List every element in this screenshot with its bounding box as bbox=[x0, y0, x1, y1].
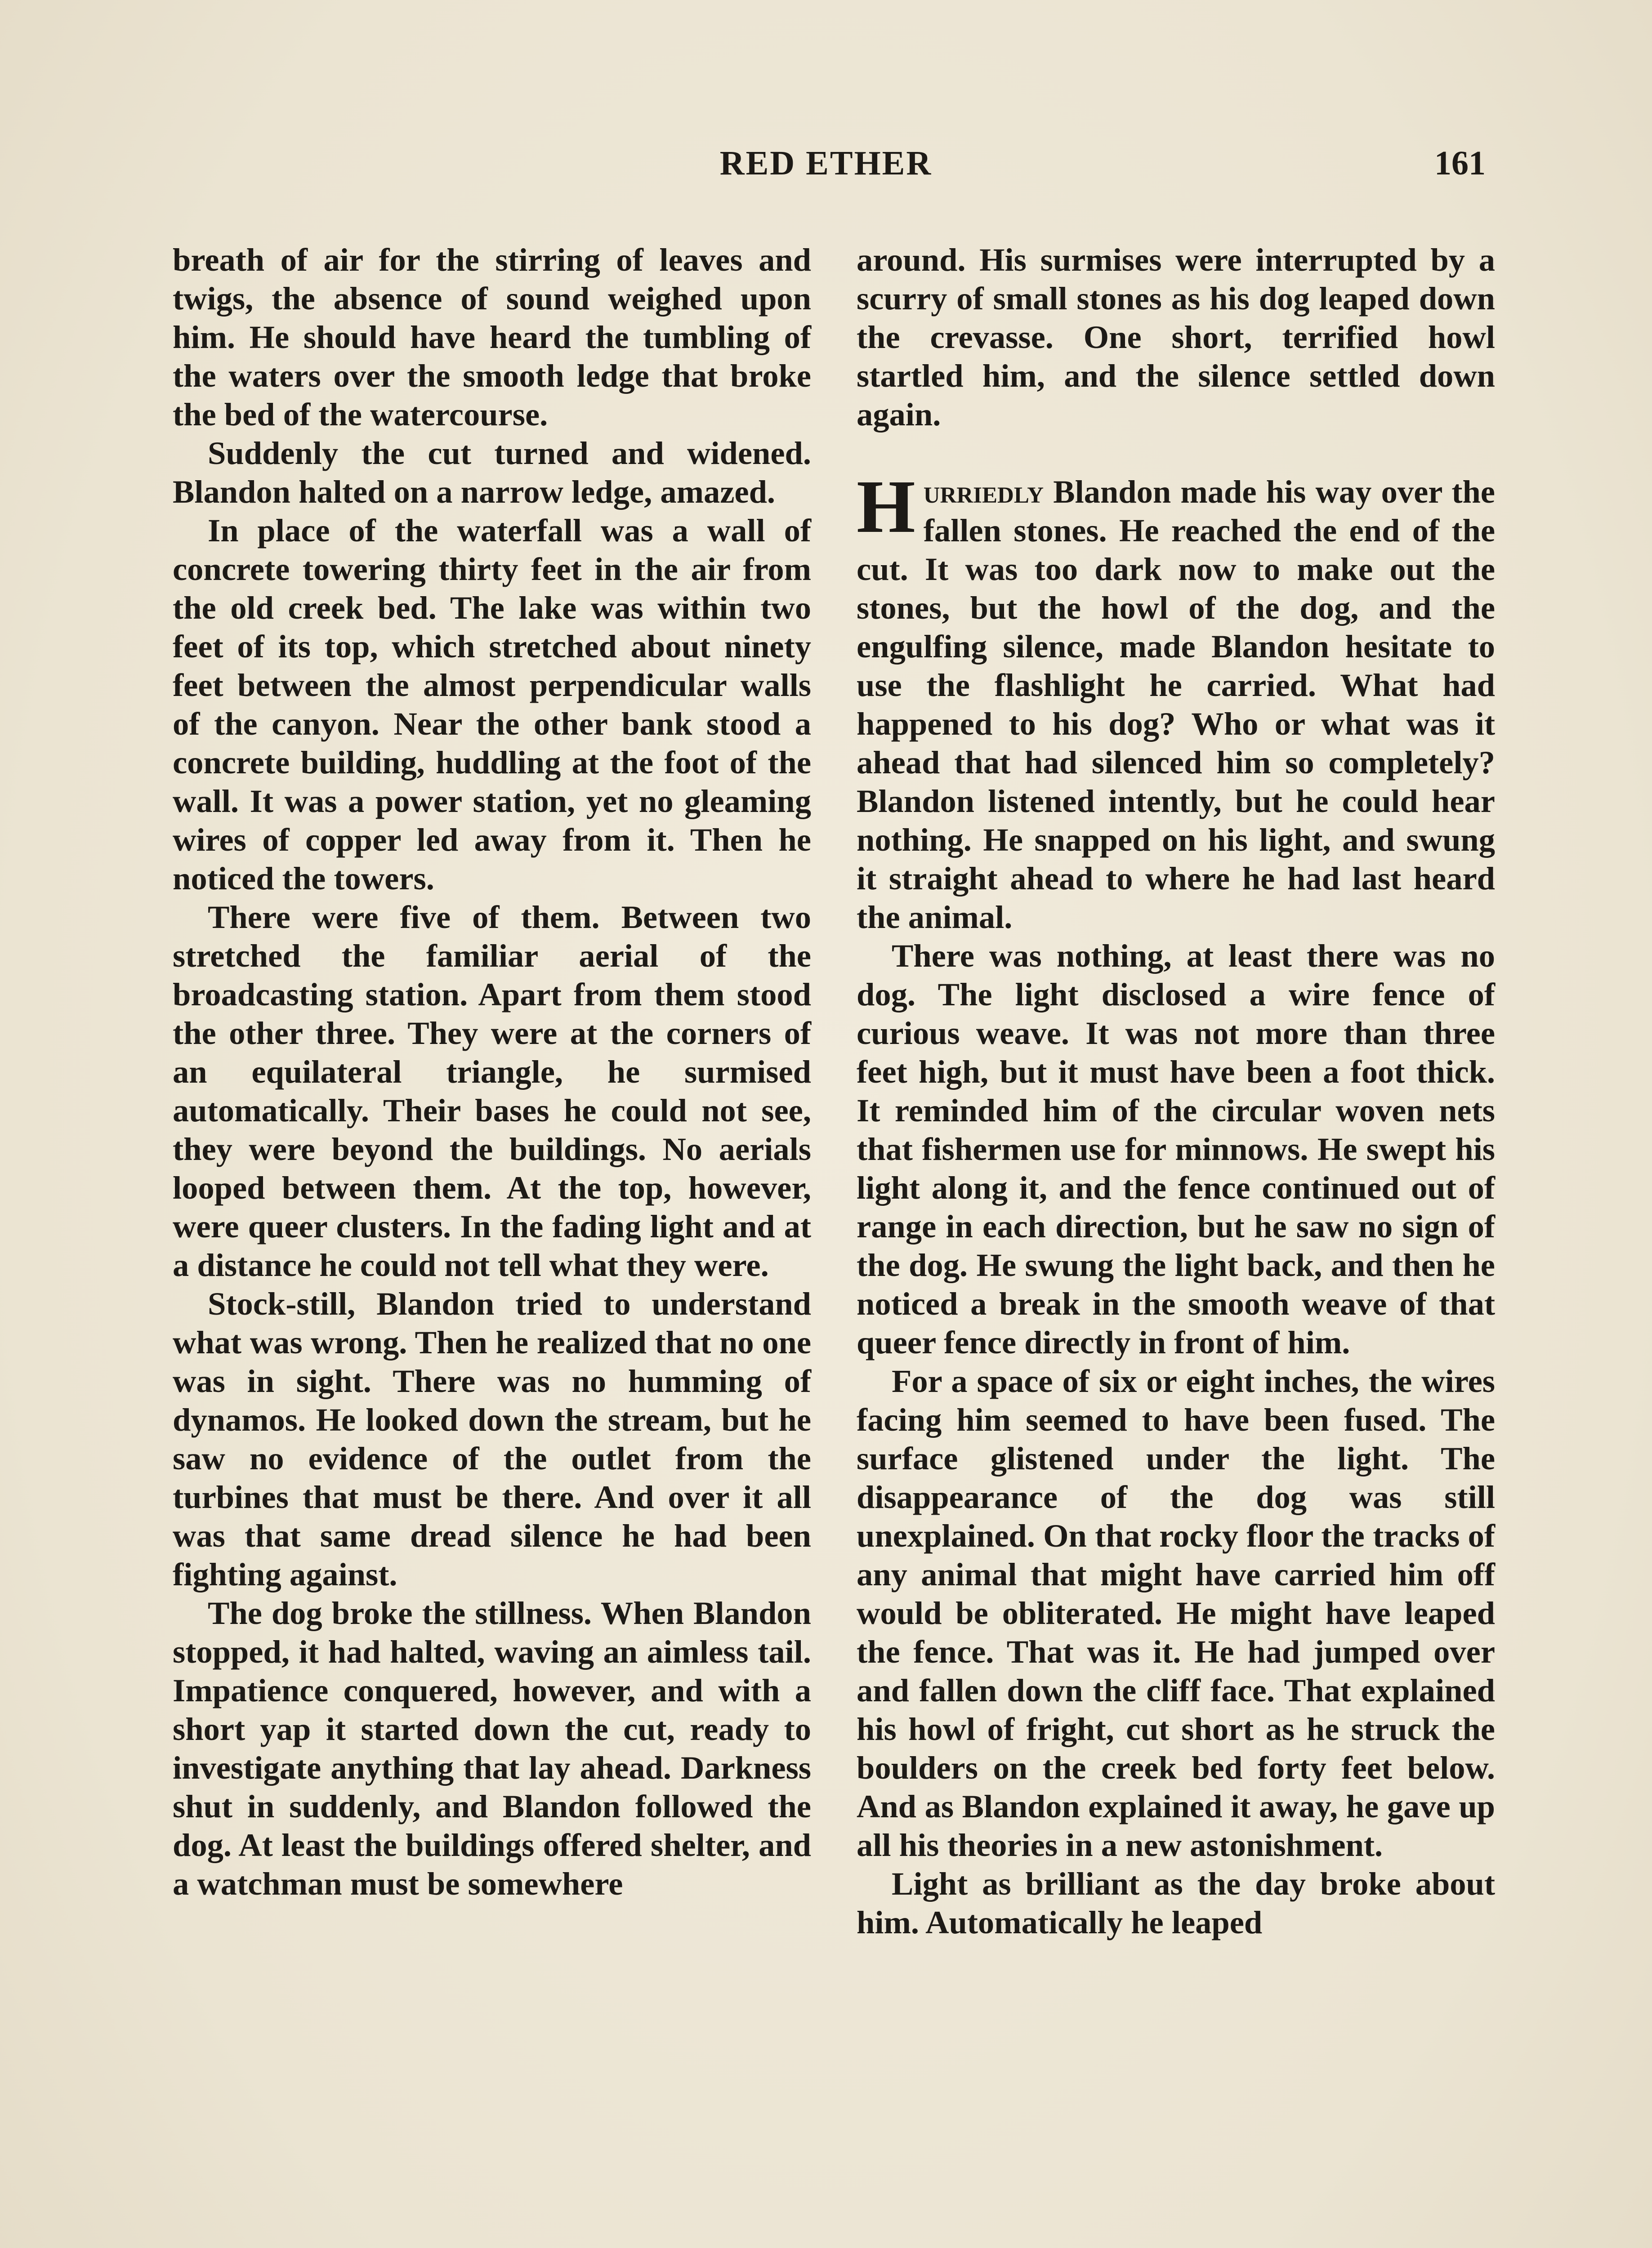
paragraph: For a space of six or eight inches, the wires facing him seemed to have been fused. The surface glistened under the light. The disappearance of the dog was still unexplained. On that rocky floor the tracks of any animal that might have carried him off would be obliterated. He might have leaped the fence. That was it. He had jumped over and fallen down the cliff face. That explained his howl of fright, cut short as he struck the boulders on the creek bed forty feet below. And as Blandon explained it away, he gave up all his theories in a new astonishment. bbox=[857, 1363, 1495, 1863]
paragraph: Light as brilliant as the day broke about him. Automatically he leaped bbox=[857, 1865, 1495, 1940]
paragraph: There were five of them. Between two stretched the familiar aerial of the broadcasting station. Apart from them stood the other three. They were at the corners of an equilateral triangle, he surmised automatically. Their bases he could not see, they were beyond the buildings. No aerials looped between them. At the top, however, were queer clusters. In the fading light and at a distance he could not tell what they were. bbox=[173, 899, 811, 1283]
page-number: 161 bbox=[1434, 144, 1486, 182]
paragraph: There was nothing, at least there was no dog. The light disclosed a wire fence of curious weave. It was not more than three feet high, but it must have been a foot thick. It reminded him of the circular woven nets that fishermen use for minnows. He swept his light along it, and the fence continued out of range in each direction, but he saw no sign of the dog. He swung the light back, and then he noticed a break in the smooth weave of that queer fence directly in front of him. bbox=[857, 937, 1495, 1360]
lead-in-small-caps: urriedly bbox=[923, 473, 1044, 510]
paragraph: The dog broke the stillness. When Blandon stopped, it had halted, waving an aimless tail. Impatience conquered, however, and with a short yap it started down the cut, ready to investigate anything that lay ahead. Darkness shut in suddenly, and Blandon followed the dog. At least the buildings offered shelter, and a watchman must be somewhere bbox=[173, 1595, 811, 1902]
running-title: RED ETHER bbox=[719, 144, 933, 182]
paragraph: around. His surmises were interrupted by a scurry of small stones as his dog leaped down the crevasse. One short, terrified howl startled him, and the silence settled down again. bbox=[857, 241, 1495, 433]
paragraph: In place of the waterfall was a wall of concrete towering thirty feet in the air from the old creek bed. The lake was within two feet of its top, which stretched about ninety feet between the almost perpendicular walls of the canyon. Near the other bank stood a concrete building, huddling at the foot of the wall. It was a power station, yet no gleaming wires of copper led away from it. Then he noticed the towers. bbox=[173, 512, 811, 897]
section-opening-paragraph bbox=[857, 465, 1495, 937]
drop-cap: H bbox=[857, 465, 915, 549]
paragraph: breath of air for the stirring of leaves and twigs, the absence of sound weighed upon him. He should have heard the tumbling of the waters over the smooth ledge that broke the bed of the watercourse. bbox=[173, 241, 811, 433]
paragraph-text: Blandon made his way over the fallen stones. He reached the end of the cut. It was too dark now to make out the stones, but the howl of the dog, and the engulfing silence, made Blandon hesitate to use the flashlight he carried. What had happened to his dog? Who or what was it ahead that had silenced him so completely? Blandon listened intently, but he could hear nothing. He snapped on his light, and swung it straight ahead to where he had last heard the animal. bbox=[857, 473, 1495, 935]
left-column bbox=[173, 241, 811, 1903]
right-column bbox=[857, 241, 1495, 1942]
running-head bbox=[0, 135, 1652, 193]
paragraph: Suddenly the cut turned and widened. Blandon halted on a narrow ledge, amazed. bbox=[173, 435, 811, 510]
paragraph: Stock-still, Blandon tried to understand what was wrong. Then he realized that no one was in sight. There was no humming of dynamos. He looked down the stream, but he saw no evidence of the outlet from the turbines that must be there. And over it all was that same dread silence he had been fighting against. bbox=[173, 1285, 811, 1592]
